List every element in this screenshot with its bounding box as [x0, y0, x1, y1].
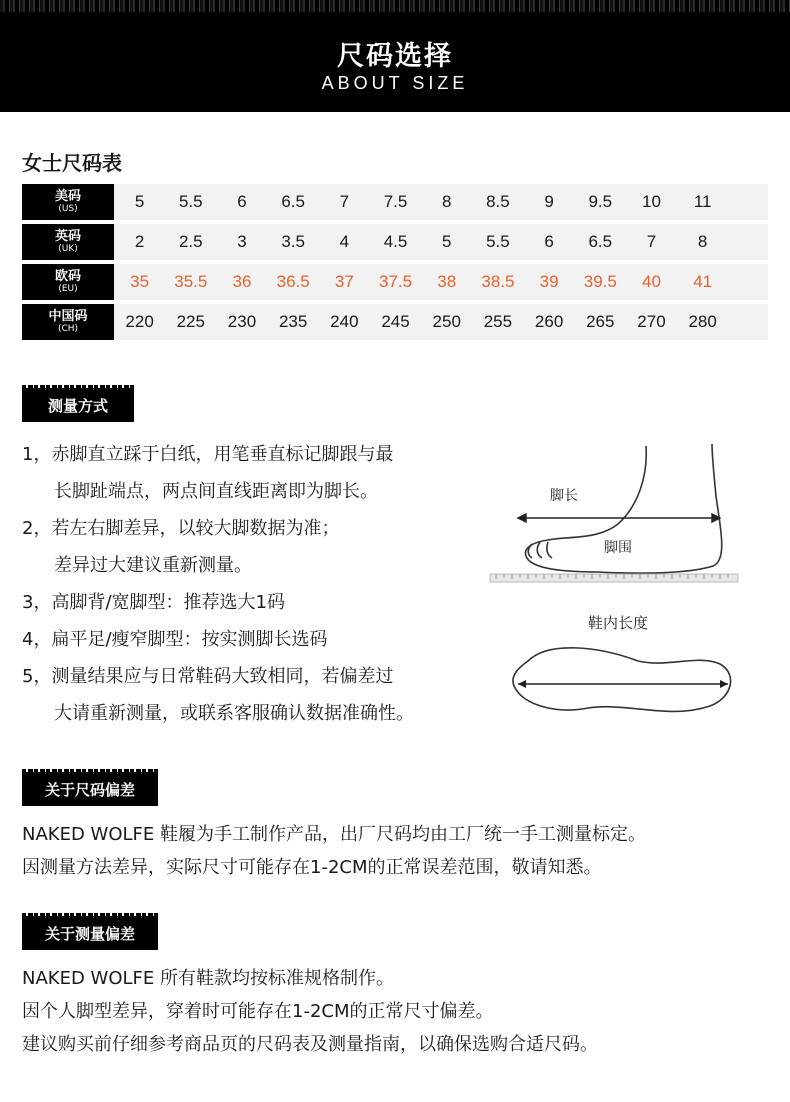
size-table-title: 女士尺码表 — [22, 151, 122, 175]
method-line: 3，高脚背/宽脚型：推荐选大1码 — [22, 592, 285, 613]
measure-deviation-line: NAKED WOLFE 所有鞋款均按标准规格制作。 — [22, 968, 394, 989]
size-cell: 255 — [483, 312, 513, 331]
size-cell: 250 — [432, 312, 461, 331]
size-cell: 260 — [534, 312, 564, 331]
row-label-cn: 中国码 — [48, 309, 88, 324]
method-line: 2，若左右脚差异，以较大脚数据为准； — [22, 518, 340, 539]
size-cell: 35 — [130, 272, 150, 291]
size-deviation-line: NAKED WOLFE 鞋履为手工制作产品，出厂尺码均由工厂统一手工测量标定。 — [22, 824, 646, 845]
size-cell: 36 — [232, 272, 252, 291]
page-title: 尺码选择 — [337, 41, 453, 72]
method-line: 4，扁平足/瘦窄脚型：按实测脚长选码 — [22, 629, 328, 650]
size-cell: 270 — [637, 312, 666, 331]
size-cell: 6.5 — [588, 232, 613, 251]
size-cell: 3 — [237, 232, 247, 251]
method-line: 长脚趾端点，两点间直线距离即为脚长。 — [54, 481, 378, 502]
row-label-en: (US) — [58, 204, 78, 214]
row-label-cn: 美码 — [54, 189, 81, 204]
insole-length-label: 鞋内长度 — [588, 614, 649, 632]
size-cell: 5 — [441, 232, 452, 251]
size-row-uk — [22, 224, 768, 260]
row-label — [22, 224, 114, 260]
size-cell: 39.5 — [583, 272, 617, 291]
size-cell: 37.5 — [378, 272, 413, 291]
size-cell: 5.5 — [178, 192, 203, 211]
size-cell: 2.5 — [178, 232, 203, 251]
size-cell: 245 — [381, 312, 410, 331]
size-cell: 6 — [544, 232, 554, 251]
size-cell: 8.5 — [486, 192, 510, 211]
size-cell: 225 — [176, 312, 205, 331]
size-cell: 10 — [642, 192, 661, 211]
size-cell: 5 — [134, 192, 145, 211]
size-cell: 230 — [227, 312, 257, 331]
size-cell: 8 — [441, 192, 452, 211]
size-cell: 7.5 — [383, 192, 408, 211]
size-cell: 11 — [693, 192, 712, 211]
foot-length-arrow — [518, 514, 720, 522]
size-table — [22, 184, 768, 344]
measure-deviation-tag: 关于测量偏差 — [22, 916, 158, 950]
size-row-eu — [22, 264, 768, 300]
size-row-ch — [22, 304, 768, 340]
row-label-cn: 英码 — [54, 229, 81, 244]
row-label-en: (UK) — [58, 244, 78, 254]
foot-length-label: 脚长 — [550, 488, 578, 504]
size-cell: 38 — [437, 272, 457, 291]
size-cell: 235 — [278, 312, 308, 331]
ruler — [490, 574, 738, 582]
page-subtitle: ABOUT SIZE — [321, 73, 469, 93]
method-line: 大请重新测量，或联系客服确认数据准确性。 — [54, 703, 414, 724]
size-cell: 7 — [339, 192, 350, 211]
method-line: 1，赤脚直立踩于白纸，用笔垂直标记脚跟与最 — [22, 444, 394, 465]
size-cell: 6.5 — [281, 192, 305, 211]
size-cell: 36.5 — [276, 272, 310, 291]
row-label — [22, 264, 114, 300]
size-cell: 7 — [646, 232, 657, 251]
size-cell: 3.5 — [281, 232, 305, 251]
row-label-en: (EU) — [58, 284, 78, 294]
size-cell: 40 — [642, 272, 661, 291]
size-deviation-tag: 关于尺码偏差 — [22, 772, 158, 806]
row-label-cn: 欧码 — [54, 269, 81, 284]
foot-measure-diagram — [488, 436, 748, 736]
size-cell: 39 — [539, 272, 559, 291]
row-label — [22, 304, 114, 340]
size-cell: 4 — [339, 232, 350, 251]
method-line: 5，测量结果应与日常鞋码大致相同，若偏差过 — [22, 666, 394, 687]
measure-method-list — [22, 436, 492, 732]
size-cell: 2 — [134, 232, 145, 251]
insole-illustration — [513, 648, 731, 712]
size-cell: 4.5 — [383, 232, 408, 251]
size-cell: 240 — [330, 312, 359, 331]
row-label-en: (CH) — [57, 324, 79, 334]
size-cell: 35.5 — [174, 272, 208, 291]
size-cell: 37 — [334, 272, 354, 291]
size-cell: 6 — [237, 192, 247, 211]
size-cell: 9.5 — [588, 192, 613, 211]
size-cell: 41 — [693, 272, 713, 291]
foot-girth-label: 脚围 — [604, 540, 632, 556]
size-cell: 9 — [544, 192, 554, 211]
size-cell: 280 — [688, 312, 717, 331]
measure-method-tag: 测量方式 — [22, 388, 134, 422]
size-cell: 8 — [697, 232, 708, 251]
size-deviation-line: 因测量方法差异，实际尺寸可能存在1-2CM的正常误差范围，敬请知悉。 — [22, 857, 602, 878]
row-label — [22, 184, 114, 220]
banner-brush-texture — [0, 0, 790, 12]
size-row-us — [22, 184, 768, 220]
header-banner — [0, 0, 790, 112]
measure-deviation-line: 建议购买前仔细参考商品页的尺码表及测量指南，以确保选购合适尺码。 — [22, 1034, 598, 1055]
size-cell: 220 — [125, 312, 154, 331]
method-line: 差异过大建议重新测量。 — [54, 555, 252, 576]
size-cell: 38.5 — [481, 272, 515, 291]
size-cell: 265 — [586, 312, 615, 331]
size-cell: 5.5 — [486, 232, 510, 251]
measure-deviation-line: 因个人脚型差异，穿着时可能存在1-2CM的正常尺寸偏差。 — [22, 1001, 494, 1022]
